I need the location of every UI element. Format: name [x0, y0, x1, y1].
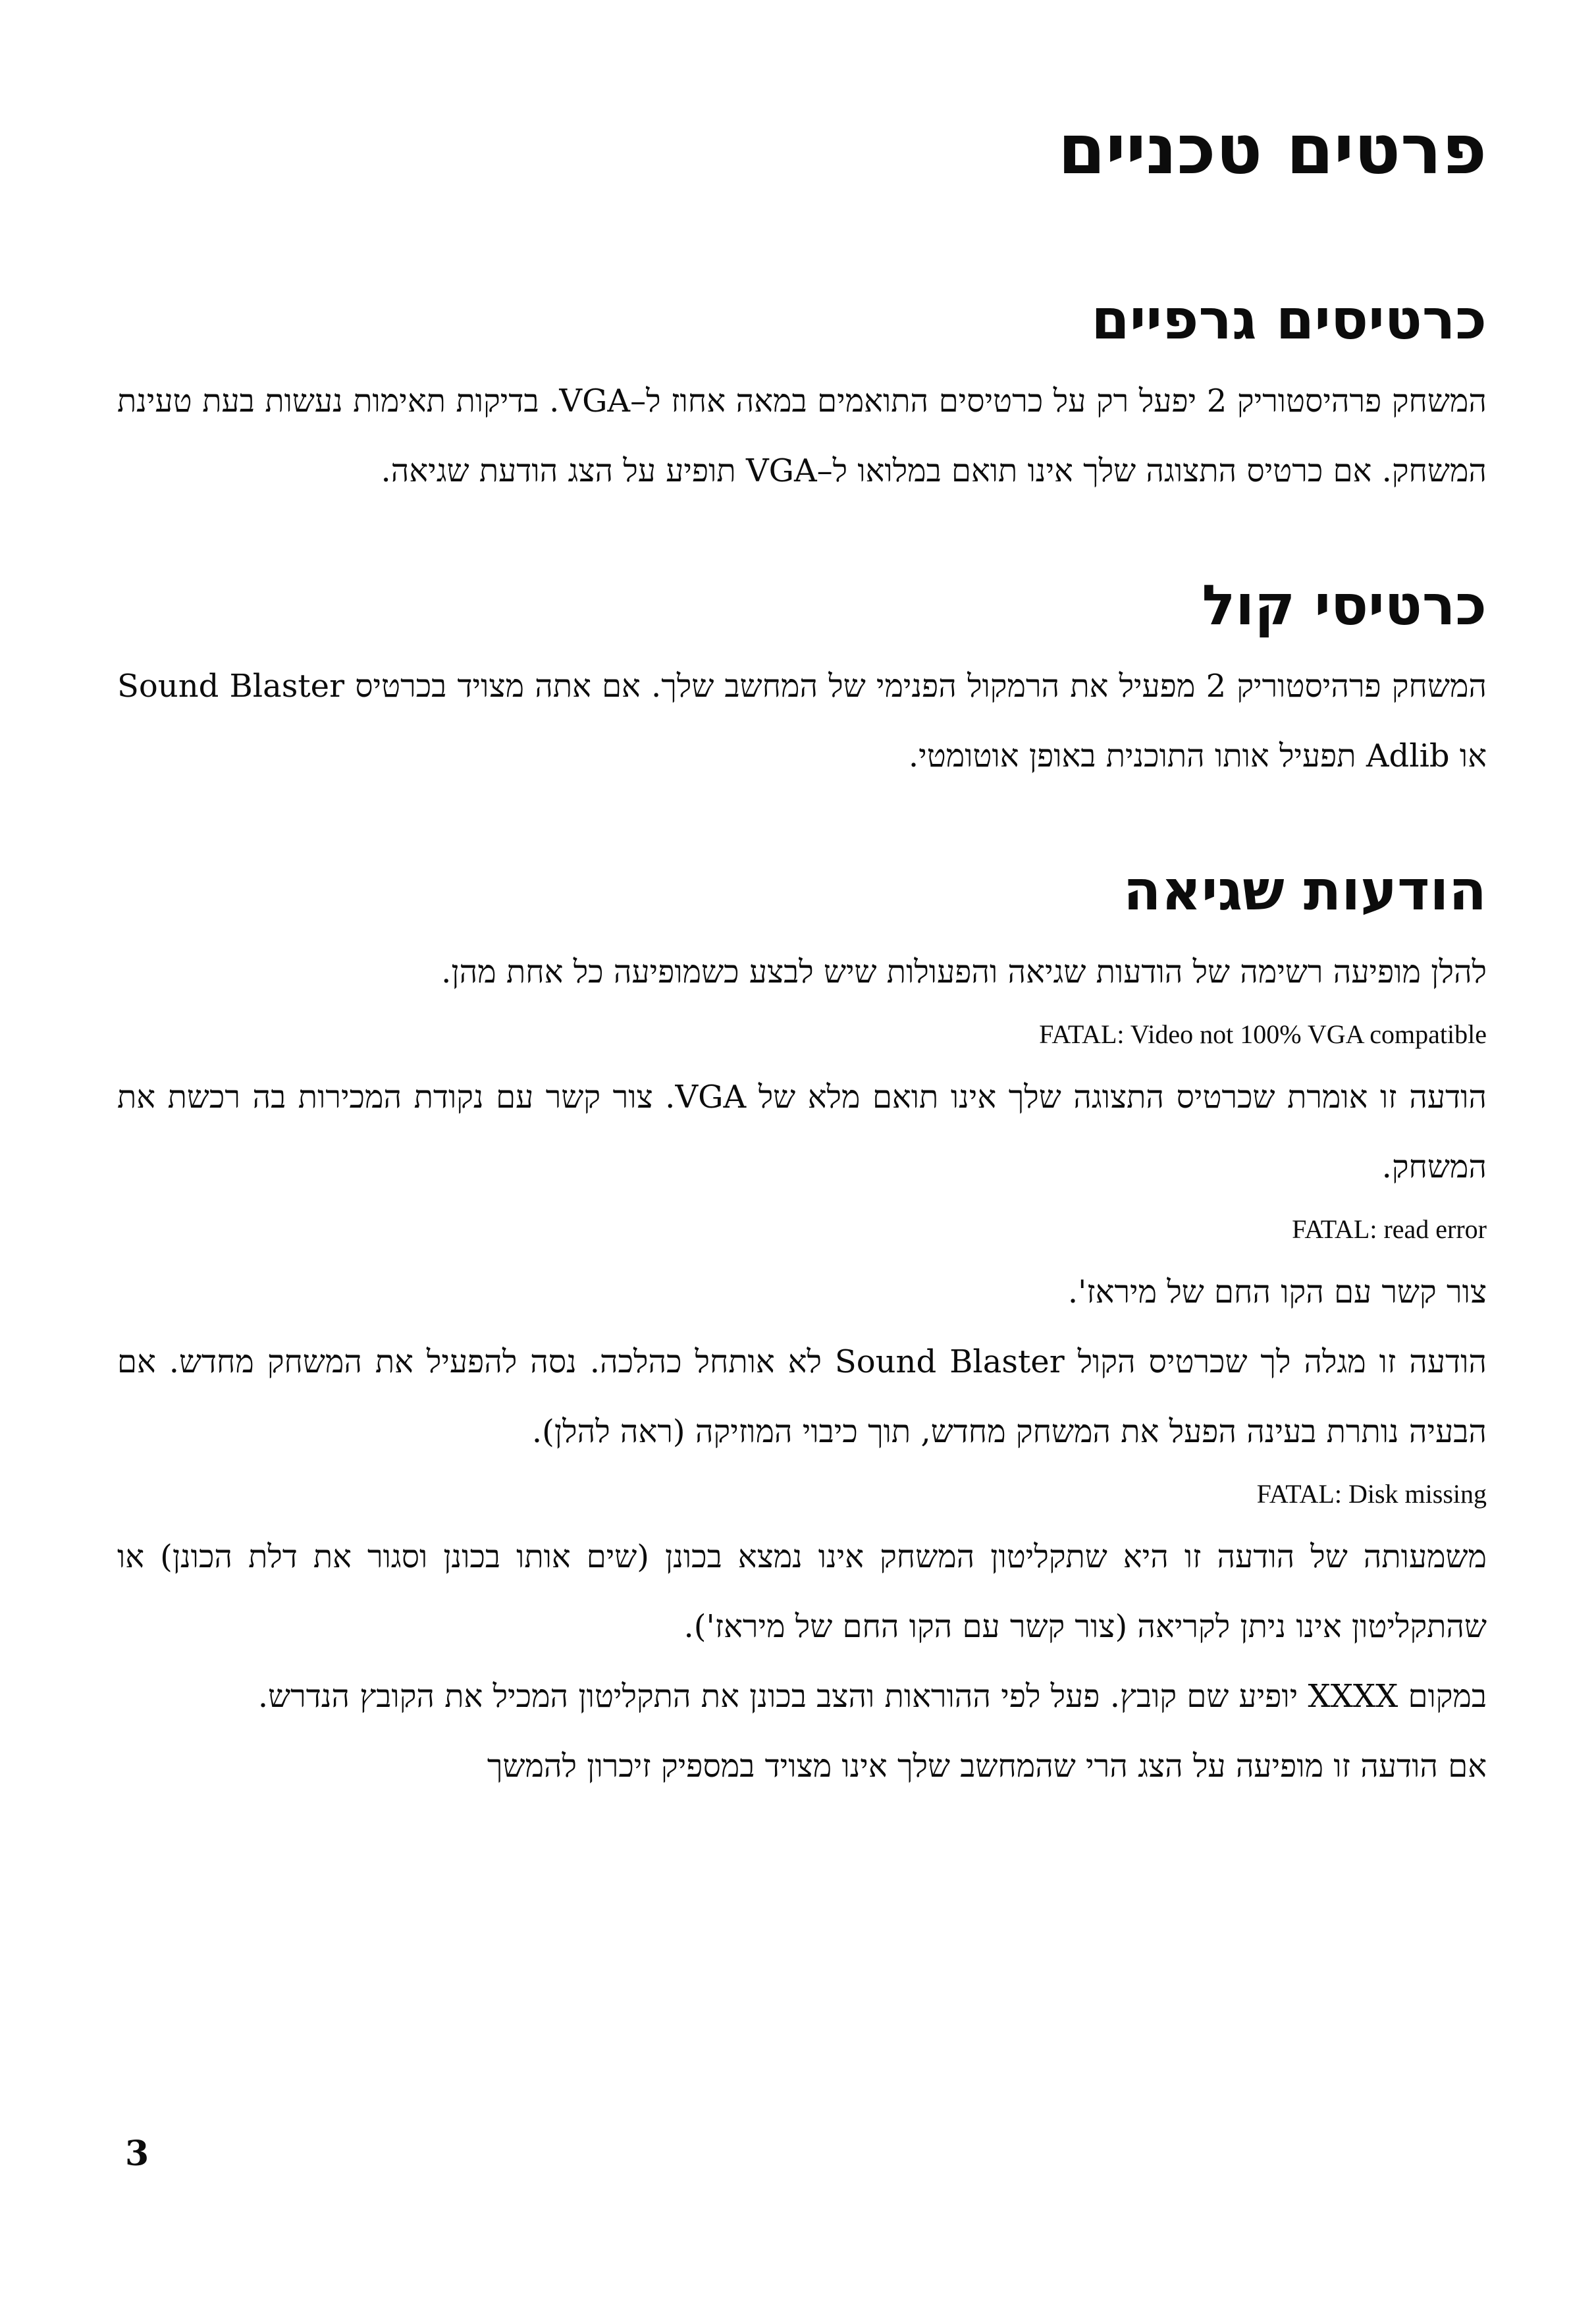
- section-graphics-cards: [117, 289, 1487, 505]
- error-text-memory: אם הודעה זו מופיעה על הצג הרי שהמחשב שלך אינו מצויד במספיק זיכרון להמשך: [487, 1747, 1487, 1785]
- section-error-messages: [117, 860, 1487, 1800]
- paragraph-error-intro: להלן מופיעה רשימה של הודעות שגיאה והפעולות שיש לבצע כשמופיעה כל אחת מהן.: [441, 953, 1487, 990]
- error-text-sound-blaster: הודעה זו מגלה לך שכרטיס הקול Sound Blaster לא אותחל כהלכה. נסה להפעיל את המשחק מחדש. אם הבעיה נותרת בעינה הפעל את המשחק מחדש, תוך כיבוי המוזיקה (ראה להלן).: [117, 1343, 1487, 1450]
- section-heading-error-messages: הודעות שגיאה: [1123, 858, 1487, 923]
- section-heading-graphics-cards: כרטיסים גרפיים: [1091, 287, 1487, 352]
- paragraph-graphics-cards: המשחק פרהיסטוריק 2 יפעל רק על כרטיסים התואמים במאה אחוז ל–VGA. בדיקות תאימות נעשות בעת טעינת המשחק. אם כרטיס התצוגה שלך אינו תואם במלואו ל–VGA תופיע על הצג הודעת שגיאה.: [117, 382, 1487, 489]
- section-sound-cards: [117, 572, 1487, 791]
- paragraph-sound-cards: המשחק פרהיסטוריק 2 מפעיל את הרמקול הפנימי של המחשב שלך. אם אתה מצויד בכרטיס Sound Blaster או Adlib תפעיל אותו התוכנית באופן אוטומטי.: [117, 668, 1487, 775]
- error-text-vga: הודעה זו אומרת שכרטיס התצוגה שלך אינו תואם מלא של VGA. צור קשר עם נקודת המכירות בה רכשת את המשחק.: [117, 1078, 1487, 1185]
- error-code-read: FATAL: read error: [1292, 1214, 1487, 1244]
- error-text-file-xxxx: במקום XXXX יופיע שם קובץ. פעל לפי ההוראות והצב בכונן את התקליטון המכיל את הקובץ הנדרש.: [257, 1677, 1487, 1715]
- error-text-disk-missing: משמעותה של הודעה זו היא שתקליטון המשחק אינו נמצא בכונן (שים אותו בכונן וסגור את דלת הכונן) או שהתקליטון אינו ניתן לקריאה (צור קשר עם הקו החם של מיראז').: [117, 1538, 1487, 1645]
- section-heading-sound-cards: כרטיסי קול: [1202, 572, 1487, 637]
- document-page: [117, 109, 1487, 1801]
- error-text-read: צור קשר עם הקו החם של מיראז'.: [1067, 1273, 1487, 1310]
- error-code-disk-missing: FATAL: Disk missing: [1256, 1478, 1487, 1509]
- page-title: פרטים טכניים: [1057, 109, 1487, 190]
- page-number: 3: [125, 2134, 149, 2174]
- error-code-vga: FATAL: Video not 100% VGA compatible: [1039, 1019, 1487, 1049]
